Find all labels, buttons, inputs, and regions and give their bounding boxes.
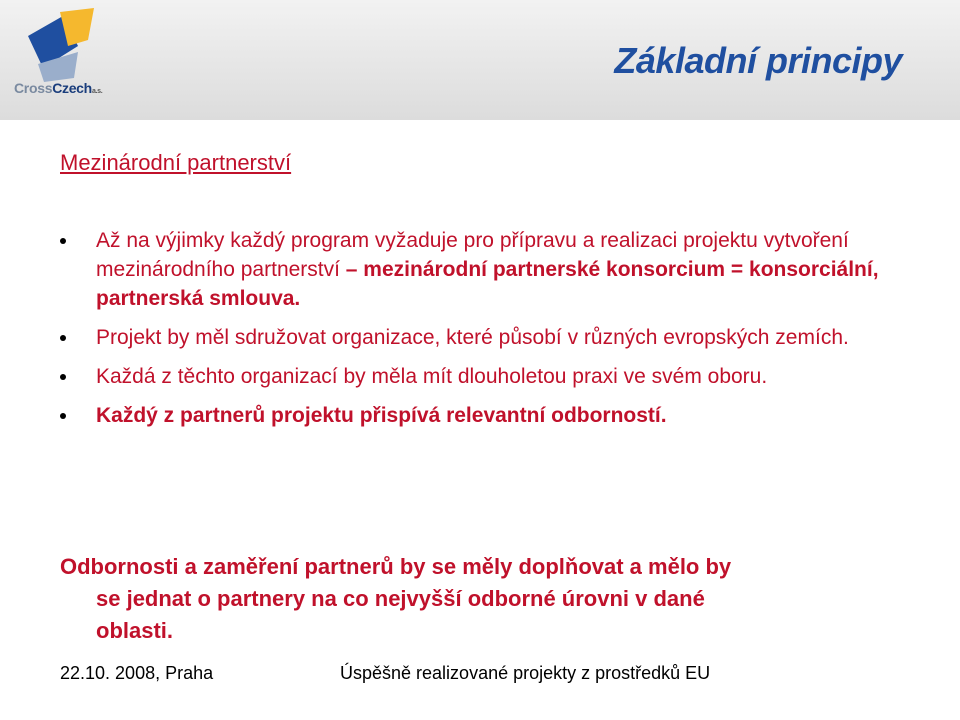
bullet-item [60,226,920,313]
summary-line-2: se jednat o partnery na co nejvyšší odborné úrovni v dané [96,586,705,611]
bullet-item [60,401,920,430]
slide-title: Základní principy [614,40,902,81]
bullet-list [60,226,920,440]
footer-caption: Úspěšně realizované projekty z prostředků EU [340,663,711,683]
summary-line-3: oblasti. [96,618,174,643]
logo-word-czech: Czech [52,80,92,96]
bullet-text: Projekt by měl sdružovat organizace, které působí v různých evropských zemích. [96,326,849,349]
bullet-text-strong: – mezinárodní partnerské konsorcium = konsorciální, partnerská smlouva. [96,258,879,310]
logo-word-suffix: a.s. [91,88,103,95]
bullet-dot-icon [60,335,66,341]
bullet-dot-icon [60,413,66,419]
section-subtitle: Mezinárodní partnerství [60,150,292,175]
bullet-dot-icon [60,374,66,380]
bullet-text: Každá z těchto organizací by měla mít dlouholetou praxi ve svém oboru. [96,365,768,388]
summary-line-1: Odbornosti a zaměření partnerů by se měly doplňovat a mělo by [60,554,732,579]
bullet-item [60,323,920,352]
bullet-dot-icon [60,238,66,244]
logo-word-cross: Cross [14,80,53,96]
footer-date: 22.10. 2008, Praha [60,663,214,683]
summary-paragraph [60,551,900,647]
bullet-item [60,362,920,391]
bullet-text: Každý z partnerů projektu přispívá relevantní odborností. [96,404,667,427]
bullet-text: Až na výjimky každý program vyžaduje pro přípravu a realizaci projektu vytvoření mezinárodního partnerství [96,229,849,281]
